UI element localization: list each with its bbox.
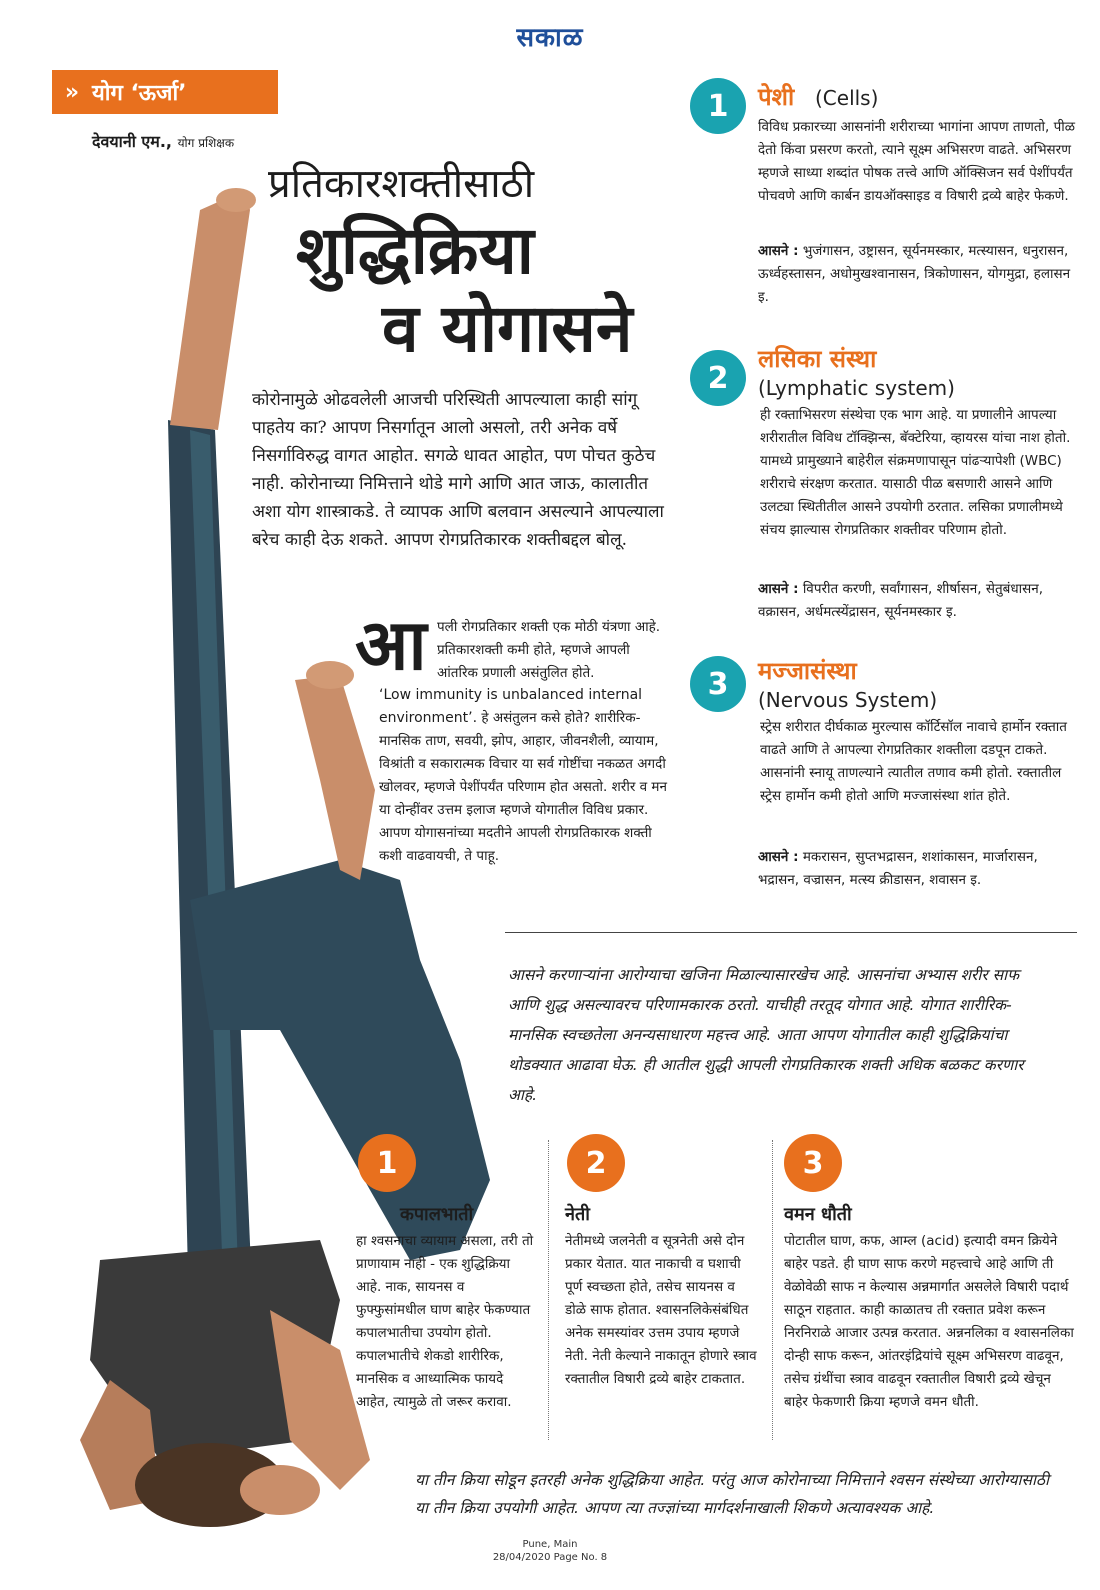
system-1-subtitle: (Cells) [815,86,879,110]
system-2-asana-label: आसने : [758,581,799,597]
kriya-2-number-badge: 2 [567,1134,625,1192]
system-2-body: ही रक्ताभिसरण संस्थेचा एक भाग आहे. या प्रणालीने आपल्या शरीरातील विविध टॉक्झिन्स, बॅक्टेरिया, व्हायरस यांचा नाश होतो. यामध्ये प्रामुख्याने बाहेरील संक्रमणापासून पांढऱ्यापेशी (WBC) शरीराचे संरक्षण करतात. यासाठी पीळ बसणारी आसने आणि उलट्या स्थितीतील आसने उपयोगी ठरतात. लसिका प्रणालीमध्ये संचय झाल्यास रोगप्रतिकार शक्तीवर परिणाम होतो. [760,407,1071,538]
author-name: देवयानी एम. [92,132,166,151]
lead-english-quote: ‘Low immunity is unbalanced internal environment’. [379,687,643,726]
middle-paragraph: आसने करणाऱ्यांना आरोग्याचा खजिना मिळाल्यासारखेच आहे. आसनांचा अभ्यास शरीर साफ आणि शुद्ध असल्यावरच परिणामकारक ठरतो. याचीही तरतूद योगात आहे. योगात शारीरिक-मानसिक स्वच्छतेला अनन्यसाधारण महत्त्व आहे. आता आपण योगातील काही शुद्धिक्रियांचा थोडक्यात आढावा घेऊ. ही आतील शुद्धी आपली रोगप्रतिकारक शक्ती अधिक बळकट करणार आहे. [508,966,1024,1104]
system-2-asana-list: विपरीत करणी, सर्वांगासन, शीर्षासन, सेतुबंधासन, वक्रासन, अर्धमत्स्येंद्रासन, सूर्यनमस्कार इ. [758,581,1044,620]
kriya-divider-2 [772,1140,773,1440]
author-role: योग प्रशिक्षक [177,136,235,150]
system-1-body: विविध प्रकारच्या आसनांनी शरीराच्या भागांना आपण ताणतो, पीळ देतो किंवा प्रसरण करतो, त्याने सूक्ष्म अभिसरण वाढते. अभिसरण म्हणजे साध्या शब्दांत पोषक तत्त्वे आणि ऑक्सिजन सर्व पेशींपर्यंत पोचवणे आणि कार्बन डायऑक्साइड व विषारी द्रव्ये बाहेर फेकणे. [758,119,1076,204]
lead-rest [379,684,669,868]
system-2-title: लसिका संस्था [758,345,877,373]
system-2-number-badge: 2 [690,350,746,406]
system-3-asanas [758,846,1076,892]
kriya-3-title: वमन धौती [784,1204,852,1225]
kriya-3-number-badge: 3 [784,1134,842,1192]
headline-line-1: शुद्धिक्रिया [296,212,534,289]
headline-line-2: व योगासने [382,290,633,367]
kriya-1-body: हा श्वसनाचा व्यायाम असला, तरी तो प्राणायाम नाही - एक शुद्धिक्रिया आहे. नाक, सायनस व फुफ्फुसांमधील घाण बाहेर फेकण्यात कपालभातीचा उपयोग होतो. कपालभातीचे शेकडो शारीरिक, मानसिक व आध्यात्मिक फायदे आहेत, त्यामुळे तो जरूर करावा. [356,1233,534,1410]
system-1-number-badge: 1 [690,78,746,134]
headline-kicker: प्रतिकारशक्तीसाठी [268,161,535,207]
kriya-1-number-badge: 1 [358,1134,416,1192]
kriya-2-title: नेती [565,1204,590,1225]
author-byline: देवयानी एम., योग प्रशिक्षक [92,132,235,151]
system-3-number-badge: 3 [690,656,746,712]
system-3-asana-list: मकरासन, सुप्तभद्रासन, शशांकासन, मार्जारासन, भद्रासन, वज्रासन, मत्स्य क्रीडासन, शवासन इ. [758,849,1038,888]
footer-edition: Pune, Main [522,1539,578,1550]
lead-rest-text: हे असंतुलन कसे होते? शारीरिक-मानसिक ताण, सवयी, झोप, आहार, जीवनशैली, व्यायाम, विश्रांती व सकारात्मक विचार या सर्व गोष्टींचा नकळत अगदी खोलवर, म्हणजे पेशींपर्यंत परिणाम होत असतो. शरीर व मन या दोन्हींवर उत्तम इलाज म्हणजे योगातील विविध प्रकार. आपण योगासनांच्या मदतीने आपली रोगप्रतिकारक शक्ती कशी वाढवायची, ते पाहू. [379,710,667,864]
system-3-subtitle: (Nervous System) [758,688,938,712]
system-1-title: पेशी [758,83,795,111]
dropcap-letter: आ [355,603,427,686]
intro-paragraph: कोरोनामुळे ओढवलेली आजची परिस्थिती आपल्याला काही सांगू पाहतेय का? आपण निसर्गातून आलो असलो, तरी अनेक वर्षे निसर्गाविरुद्ध वागत आहोत. सगळे धावत आहोत, पण पोचत कुठेच नाही. कोरोनाच्या निमित्ताने थोडे मागे आणि आत जाऊ, कालातीत अशा योग शास्त्राकडे. ते व्यापक आणि बलवान असल्याने आपल्याला बरेच काही देऊ शकते. आपण रोगप्रतिकारक शक्तीबद्दल बोलू. [252,390,664,550]
masthead-logo: सकाळ [516,23,584,53]
system-2-asanas [758,578,1076,624]
footer-date-page: 28/04/2020 Page No. 8 [492,1552,608,1563]
closing-paragraph: या तीन क्रिया सोडून इतरही अनेक शुद्धिक्रिया आहेत. परंतु आज कोरोनाच्या निमित्ताने श्वसन संस्थेच्या आरोग्यासाठी या तीन क्रिया उपयोगी आहेत. आपण त्या तज्ज्ञांच्या मार्गदर्शनाखाली शिकणे अत्यावश्यक आहे. [415,1471,1049,1517]
system-3-title: मज्जासंस्था [758,657,857,685]
page-footer [0,1538,1100,1564]
system-1-asanas [758,240,1076,309]
system-2-subtitle: (Lymphatic system) [758,376,955,400]
system-1-asana-list: भुजंगासन, उष्ट्रासन, सूर्यनमस्कार, मत्स्यासन, धनुरासन, ऊर्ध्वहस्तासन, अधोमुखश्वानासन, त्रिकोणासन, योगमुद्रा, हलासन इ. [758,243,1071,305]
system-1-asana-label: आसने : [758,243,799,259]
section-divider [505,932,1077,933]
system-3-body: स्ट्रेस शरीरात दीर्घकाळ मुरल्यास कॉर्टिसॉल नावाचे हार्मोन रक्तात वाढते आणि ते आपल्या रोगप्रतिकार शक्तीला दडपून टाकते. आसनांनी स्नायू ताणल्याने त्यातील तणाव कमी होतो. रक्तातील स्ट्रेस हार्मोन कमी होतो आणि मज्जासंस्था शांत होते. [760,719,1067,804]
section-tag-label: योग ‘ऊर्जा’ [92,81,187,106]
lead-text: पली रोगप्रतिकार शक्ती एक मोठी यंत्रणा आहे. प्रतिकारशक्ती कमी होते, म्हणजे आपली आंतरिक प्रणाली असंतुलित होते. [437,619,661,681]
kriya-2-body: नेतीमध्ये जलनेती व सूत्रनेती असे दोन प्रकार येतात. यात नाकाची व घशाची पूर्ण स्वच्छता होते, तसेच सायनस व डोळे साफ होतात. श्वासनलिकेसंबंधित अनेक समस्यांवर उत्तम उपाय म्हणजे नेती. नेती केल्याने नाकातून होणारे स्त्राव रक्तातील विषारी द्रव्ये बाहेर टाकतात. [565,1233,757,1387]
kriya-1-title: कपालभाती [400,1204,474,1225]
double-chevron-right-icon: » [64,79,80,105]
kriya-divider-1 [548,1140,549,1440]
system-3-asana-label: आसने : [758,849,799,865]
kriya-3-body: पोटातील घाण, कफ, आम्ल (acid) इत्यादी वमन क्रियेने बाहेर पडते. ही घाण साफ करणे महत्त्वाचे आहे आणि ती वेळोवेळी साफ न केल्यास अन्नमार्गात असलेले विषारी पदार्थ साठून राहतात. काही काळातच ती रक्तात प्रवेश करून निरनिराळे आजार उत्पन्न करतात. अन्ननलिका व श्वासनलिका दोन्ही साफ करून, आंतरइंद्रियांचे सूक्ष्म अभिसरण वाढवून, तसेच ग्रंथींचा स्त्राव वाढवून रक्तातील विषारी द्रव्ये खेचून बाहेर फेकणारी क्रिया म्हणजे वमन धौती. [784,1233,1074,1410]
section-tag [52,70,278,114]
